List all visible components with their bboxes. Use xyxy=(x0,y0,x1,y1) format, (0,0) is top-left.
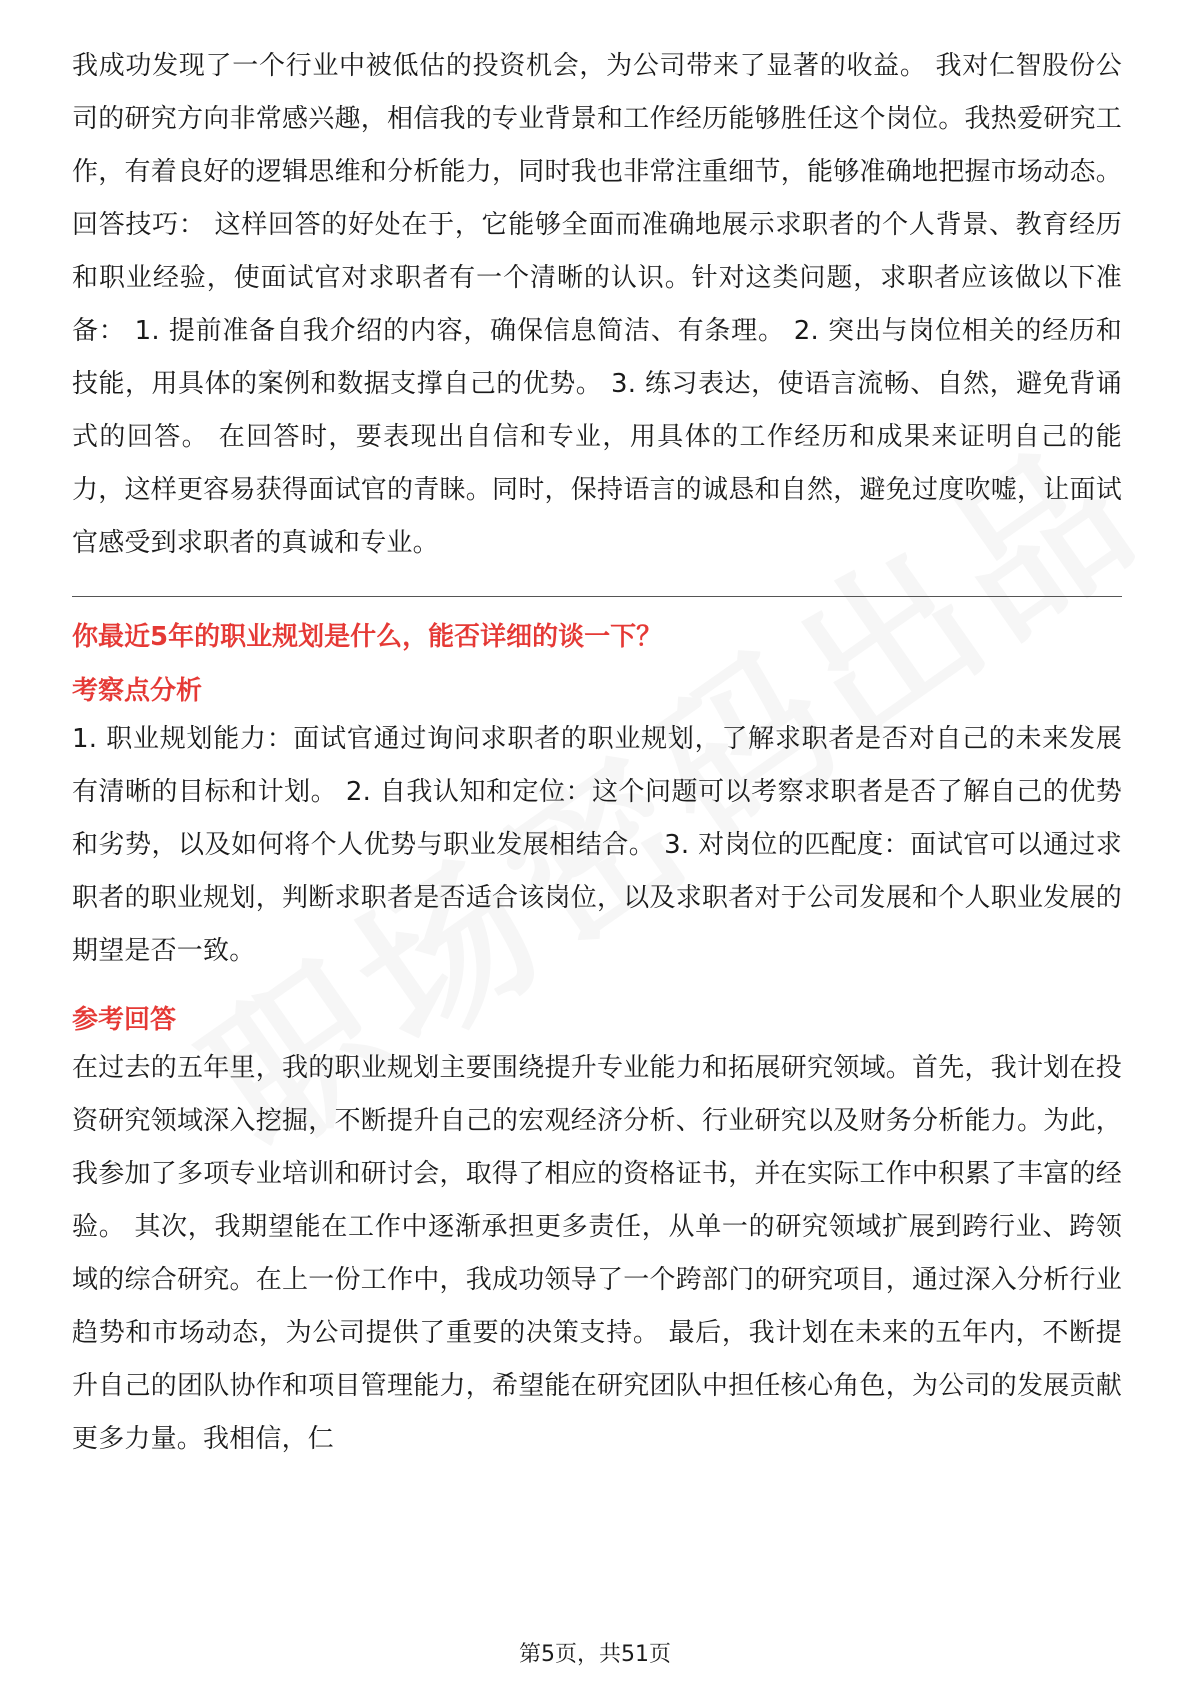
document-page xyxy=(72,40,1122,1466)
page-footer: 第5页，共51页 xyxy=(519,1642,671,1667)
analysis-body: 1. 职业规划能力：面试官通过询问求职者的职业规划，了解求职者是否对自己的未来发展有清晰的目标和计划。 2. 自我认知和定位：这个问题可以考察求职者是否了解自己的优势和劣势，以及如何将个人优势与职业发展相结合。 3. 对岗位的匹配度：面试官可以通过求职者的职业规划，判断求职者是否适合该岗位，以及求职者对于公司发展和个人职业发展的期望是否一致。 xyxy=(72,724,1122,966)
reference-body: 在过去的五年里，我的职业规划主要围绕提升专业能力和拓展研究领域。首先，我计划在投资研究领域深入挖掘，不断提升自己的宏观经济分析、行业研究以及财务分析能力。为此，我参加了多项专业培训和研讨会，取得了相应的资格证书，并在实际工作中积累了丰富的经验。 其次，我期望能在工作中逐渐承担更多责任，从单一的研究领域扩展到跨行业、跨领域的综合研究。在上一份工作中，我成功领导了一个跨部门的研究项目，通过深入分析行业趋势和市场动态，为公司提供了重要的决策支持。 最后，我计划在未来的五年内，不断提升自己的团队协作和项目管理能力，希望能在研究团队中担任核心角色，为公司的发展贡献更多力量。我相信，仁 xyxy=(72,1053,1122,1454)
section-divider xyxy=(72,596,1122,597)
question-heading: 你最近5年的职业规划是什么，能否详细的谈一下？ xyxy=(72,622,663,652)
intro-paragraph: 我成功发现了一个行业中被低估的投资机会，为公司带来了显著的收益。 我对仁智股份公司的研究方向非常感兴趣，相信我的专业背景和工作经历能够胜任这个岗位。我热爱研究工作，有着良好的逻辑思维和分析能力，同时我也非常注重细节，能够准确地把握市场动态。 回答技巧： 这样回答的好处在于，它能够全面而准确地展示求职者的个人背景、教育经历和职业经验，使面试官对求职者有一个清晰的认识。针对这类问题，求职者应该做以下准备： 1. 提前准备自我介绍的内容，确保信息简洁、有条理。 2. 突出与岗位相关的经历和技能，用具体的案例和数据支撑自己的优势。 3. 练习表达，使语言流畅、自然，避免背诵式的回答。 在回答时，要表现出自信和专业，用具体的工作经历和成果来证明自己的能力，这样更容易获得面试官的青睐。同时，保持语言的诚恳和自然，避免过度吹嘘，让面试官感受到求职者的真诚和专业。 xyxy=(72,51,1123,558)
reference-heading: 参考回答 xyxy=(72,1005,177,1035)
analysis-heading: 考察点分析 xyxy=(72,676,203,706)
